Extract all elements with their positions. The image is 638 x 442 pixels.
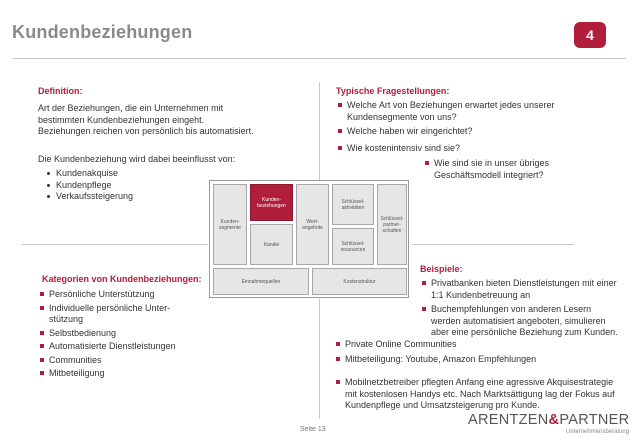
quadrant-divider-top [319, 82, 320, 180]
influence-item: Kundenpflege [42, 180, 212, 192]
categories-list [38, 289, 198, 380]
definition-heading: Definition: [38, 86, 83, 96]
definition-line: bestimmten Kundenbeziehungen eingeht. [38, 114, 205, 125]
question-item: Welche haben wir eingerichtet? [336, 126, 566, 138]
header-divider [12, 58, 626, 59]
canvas-channels: Kanäle [250, 224, 293, 265]
quadrant-divider-bottom [319, 299, 320, 419]
canvas-key-partners: Kunden-segmente [213, 184, 247, 265]
definition-line: Beziehungen reichen von persönlich bis automatisiert. [38, 126, 254, 136]
definition-text [38, 103, 298, 138]
category-item: Automatisierte Dienstleistungen [38, 341, 198, 353]
questions-extra-list [423, 158, 563, 181]
question-item: Welche Art von Beziehungen erwartet jedes unserer Kundensegmente von uns? [336, 100, 566, 123]
influence-list [42, 168, 212, 203]
category-item: Selbstbedienung [38, 328, 198, 340]
canvas-customer-relationships: Kunden-beziehungen [250, 184, 293, 221]
business-model-canvas [209, 180, 409, 298]
categories-heading: Kategorien von Kundenbeziehungen: [42, 274, 202, 284]
page-number: Seite 13 [300, 426, 326, 433]
quadrant-divider-left [22, 244, 208, 245]
influence-item: Verkaufssteigerung [42, 191, 212, 203]
examples-list-secondary [334, 339, 624, 365]
questions-heading: Typische Fragestellungen: [336, 86, 450, 96]
example-item: Buchempfehlungen von anderen Lesern werden automatisiert angeboten, simulieren aber eine persönliche Beziehung zum Kunden. [420, 304, 620, 339]
canvas-cost-structure: Kostenstruktur [312, 268, 407, 295]
slide-number-badge: 4 [574, 22, 606, 48]
influence-intro: Die Kundenbeziehung wird dabei beeinflusst von: [38, 154, 236, 164]
quadrant-divider-right [412, 244, 574, 245]
questions-list [336, 100, 566, 154]
canvas-value-propositions: Wert-angebote [296, 184, 329, 265]
question-item: Wie sind sie in unser übriges Geschäftsmodell integriert? [423, 158, 563, 181]
category-item: Individuelle persönliche Unter-stützung [38, 303, 198, 326]
category-item: Communities [38, 355, 198, 367]
example-item: Privatbanken bieten Dienstleistungen mit einer 1:1 Kundenbetreuung an [420, 278, 620, 301]
example-item: Mobilnetzbetreiber pflegten Anfang eine agressive Akquisestrategie mit kostenlosen Handys etc. Nach Marktsättigung lag der Fokus auf Kundenpflege und Umsatzsteigerung pro Kunde. [334, 377, 624, 412]
examples-list-primary [420, 278, 620, 339]
canvas-key-activities: Schlüssel-aktivitäten [332, 184, 374, 225]
slide-title: Kundenbeziehungen [12, 22, 193, 42]
logo-right: PARTNER [559, 412, 630, 428]
definition-line: Art der Beziehungen, die ein Unternehmen mit [38, 103, 224, 113]
category-item: Persönliche Unterstützung [38, 289, 198, 301]
influence-item: Kundenakquise [42, 168, 212, 180]
example-item: Mitbeteiligung: Youtube, Amazon Empfehlungen [334, 354, 624, 366]
canvas-customer-segments: Schlüssel-partner-schaften [377, 184, 407, 265]
canvas-revenue-streams: Einnahmequellen [213, 268, 309, 295]
examples-list-tertiary [334, 377, 624, 412]
logo-ampersand: & [548, 412, 560, 428]
examples-heading: Beispiele: [420, 264, 463, 274]
canvas-key-resources: Schlüssel-ressourcen [332, 228, 374, 265]
example-item: Private Online Communities [334, 339, 624, 351]
question-item: Wie kostenintensiv sind sie? [336, 143, 566, 155]
company-tagline: Unternehmensberatung [566, 429, 630, 435]
category-item: Mitbeteiligung [38, 368, 198, 380]
logo-left: ARENTZEN [468, 412, 549, 428]
company-logo [468, 412, 629, 428]
